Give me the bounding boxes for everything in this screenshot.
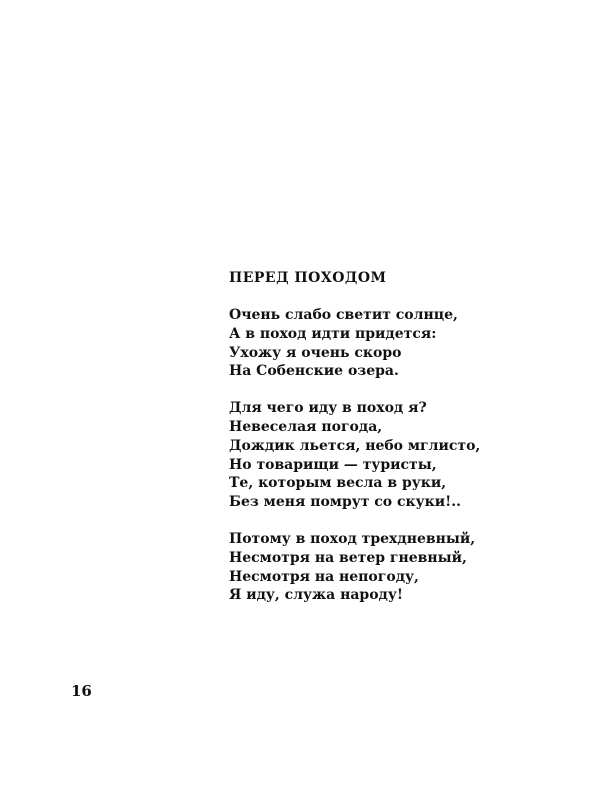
poem-line: Несмотря на ветер гневный, xyxy=(229,549,467,566)
poem-line: А в поход идти придется: xyxy=(229,325,437,342)
poem-line: Очень слабо светит солнце, xyxy=(229,307,458,323)
poem-line: Для чего иду в поход я? xyxy=(229,400,427,417)
poem-line: Ухожу я очень скоро xyxy=(229,344,402,361)
poem-line: На Собенские озера. xyxy=(229,363,399,380)
poem-line: Несмотря на непогоду, xyxy=(229,568,419,585)
poem-line: Те, которым весла в руки, xyxy=(229,475,447,492)
poem-title: ПЕРЕД ПОХОДОМ xyxy=(229,270,387,286)
poem-line: Невеселая погода, xyxy=(229,418,383,435)
poem-line: Но товарищи — туристы, xyxy=(229,456,437,473)
poem-line: Без меня помрут со скуки!.. xyxy=(229,494,461,511)
poem-line: Потому в поход трехдневный, xyxy=(229,530,476,547)
page-number: 16 xyxy=(71,682,92,700)
poem-line: Дождик льется, небо мглисто, xyxy=(229,437,481,454)
poem xyxy=(229,268,569,623)
stanza-3 xyxy=(229,530,569,605)
stanza-1 xyxy=(229,306,569,381)
poem-line: Я иду, служа народу! xyxy=(229,587,403,604)
stanza-2 xyxy=(229,399,569,512)
